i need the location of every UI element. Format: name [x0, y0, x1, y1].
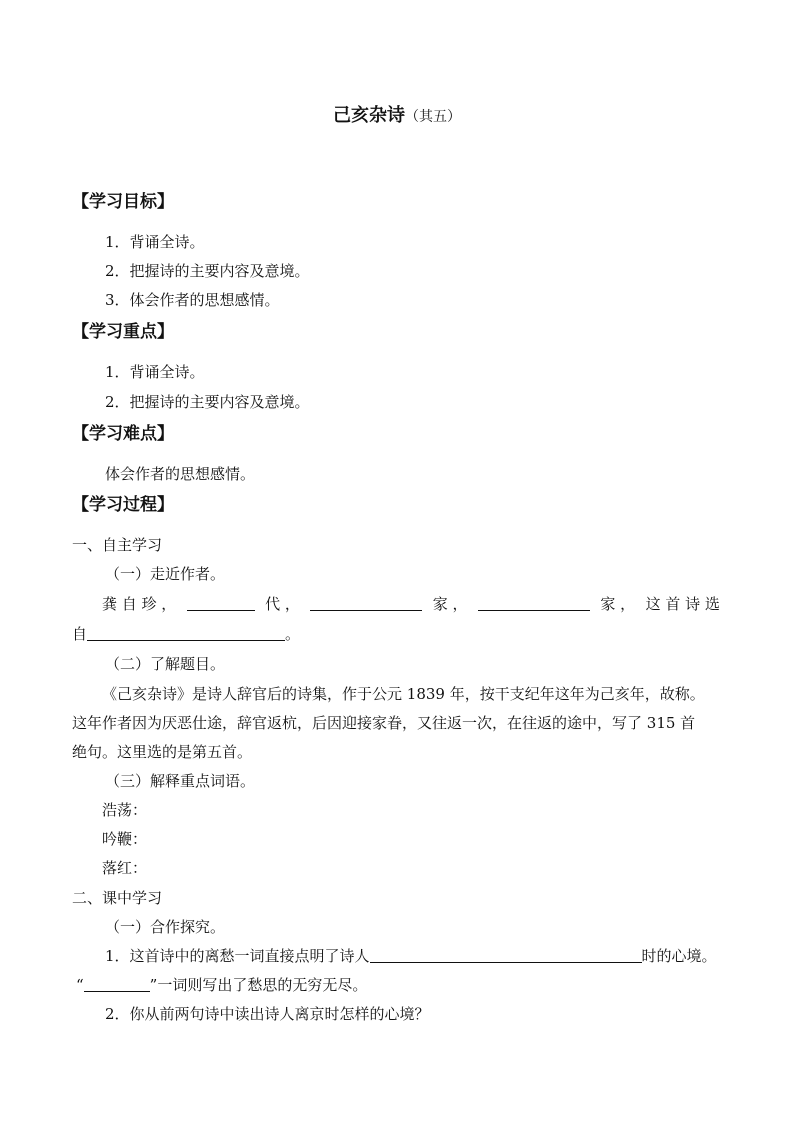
page-title: [0, 106, 794, 127]
intro-line: 《己亥杂诗》是诗人辞官后的诗集，作于公元 1839 年，按干支纪年这年为己亥年，故称。: [102, 685, 705, 703]
goals-heading: 【学习目标】: [72, 192, 174, 212]
focus-heading: 【学习重点】: [72, 322, 174, 342]
poem-source-lead: 这 首 诗 选: [645, 595, 720, 613]
part1-sub3: （三）解释重点词语。: [105, 772, 256, 790]
focus-item: 1．背诵全诗。: [105, 363, 205, 381]
title-sub: （其五）: [405, 109, 461, 125]
part1-sub1: （一）走近作者。: [105, 565, 226, 583]
source-suffix: 。: [285, 625, 301, 643]
q1-quote-open: “: [76, 976, 84, 994]
part2-title: 二、课中学习: [72, 889, 163, 907]
source-fill-line: [72, 624, 300, 644]
word-item: 浩荡：: [102, 801, 148, 819]
part1-sub2: （二）了解题目。: [105, 655, 226, 673]
q1-word-blank: [84, 975, 150, 992]
dynasty-blank: [187, 594, 255, 611]
q1-suffix: 时的心境。: [641, 947, 717, 965]
title-main: 己亥杂诗: [333, 105, 405, 126]
identity-suffix-1: 家 ，: [432, 595, 468, 613]
word-item: 吟鞭：: [102, 830, 148, 848]
goal-item: 3．体会作者的思想感情。: [105, 291, 280, 309]
intro-line: 绝句。这里选的是第五首。: [72, 743, 253, 761]
goal-item: 1．背诵全诗。: [105, 233, 205, 251]
author-fill-line: [102, 594, 720, 614]
difficulty-text: 体会作者的思想感情。: [105, 465, 256, 483]
identity-blank-1: [310, 594, 422, 611]
source-blank: [87, 624, 285, 641]
identity-suffix-2: 家 ，: [600, 595, 636, 613]
question-2: 2．你从前两句诗中读出诗人离京时怎样的心境？: [105, 1005, 430, 1023]
q1-line2-rest: ”一词则写出了愁思的无穷无尽。: [149, 976, 368, 994]
source-prefix: 自: [72, 625, 88, 643]
q1-blank: [370, 946, 642, 963]
identity-blank-2: [478, 594, 590, 611]
q1-prefix: 1．这首诗中的离愁一词直接点明了诗人: [105, 947, 370, 965]
goal-item: 2．把握诗的主要内容及意境。: [105, 262, 310, 280]
part2-sub1: （一）合作探究。: [105, 918, 226, 936]
author-name: 龚 自 珍 ，: [102, 595, 177, 613]
question-1: [105, 946, 717, 966]
word-item: 落红：: [102, 859, 148, 877]
dynasty-suffix: 代 ，: [265, 595, 300, 613]
intro-line: 这年作者因为厌恶仕途，辞官返杭，后因迎接家眷，又往返一次，在往返的途中，写了 315 首: [72, 714, 696, 732]
question-1-line2: [76, 975, 367, 995]
process-heading: 【学习过程】: [72, 495, 174, 515]
part1-title: 一、自主学习: [72, 536, 163, 554]
difficulty-heading: 【学习难点】: [72, 424, 174, 444]
focus-item: 2．把握诗的主要内容及意境。: [105, 393, 310, 411]
